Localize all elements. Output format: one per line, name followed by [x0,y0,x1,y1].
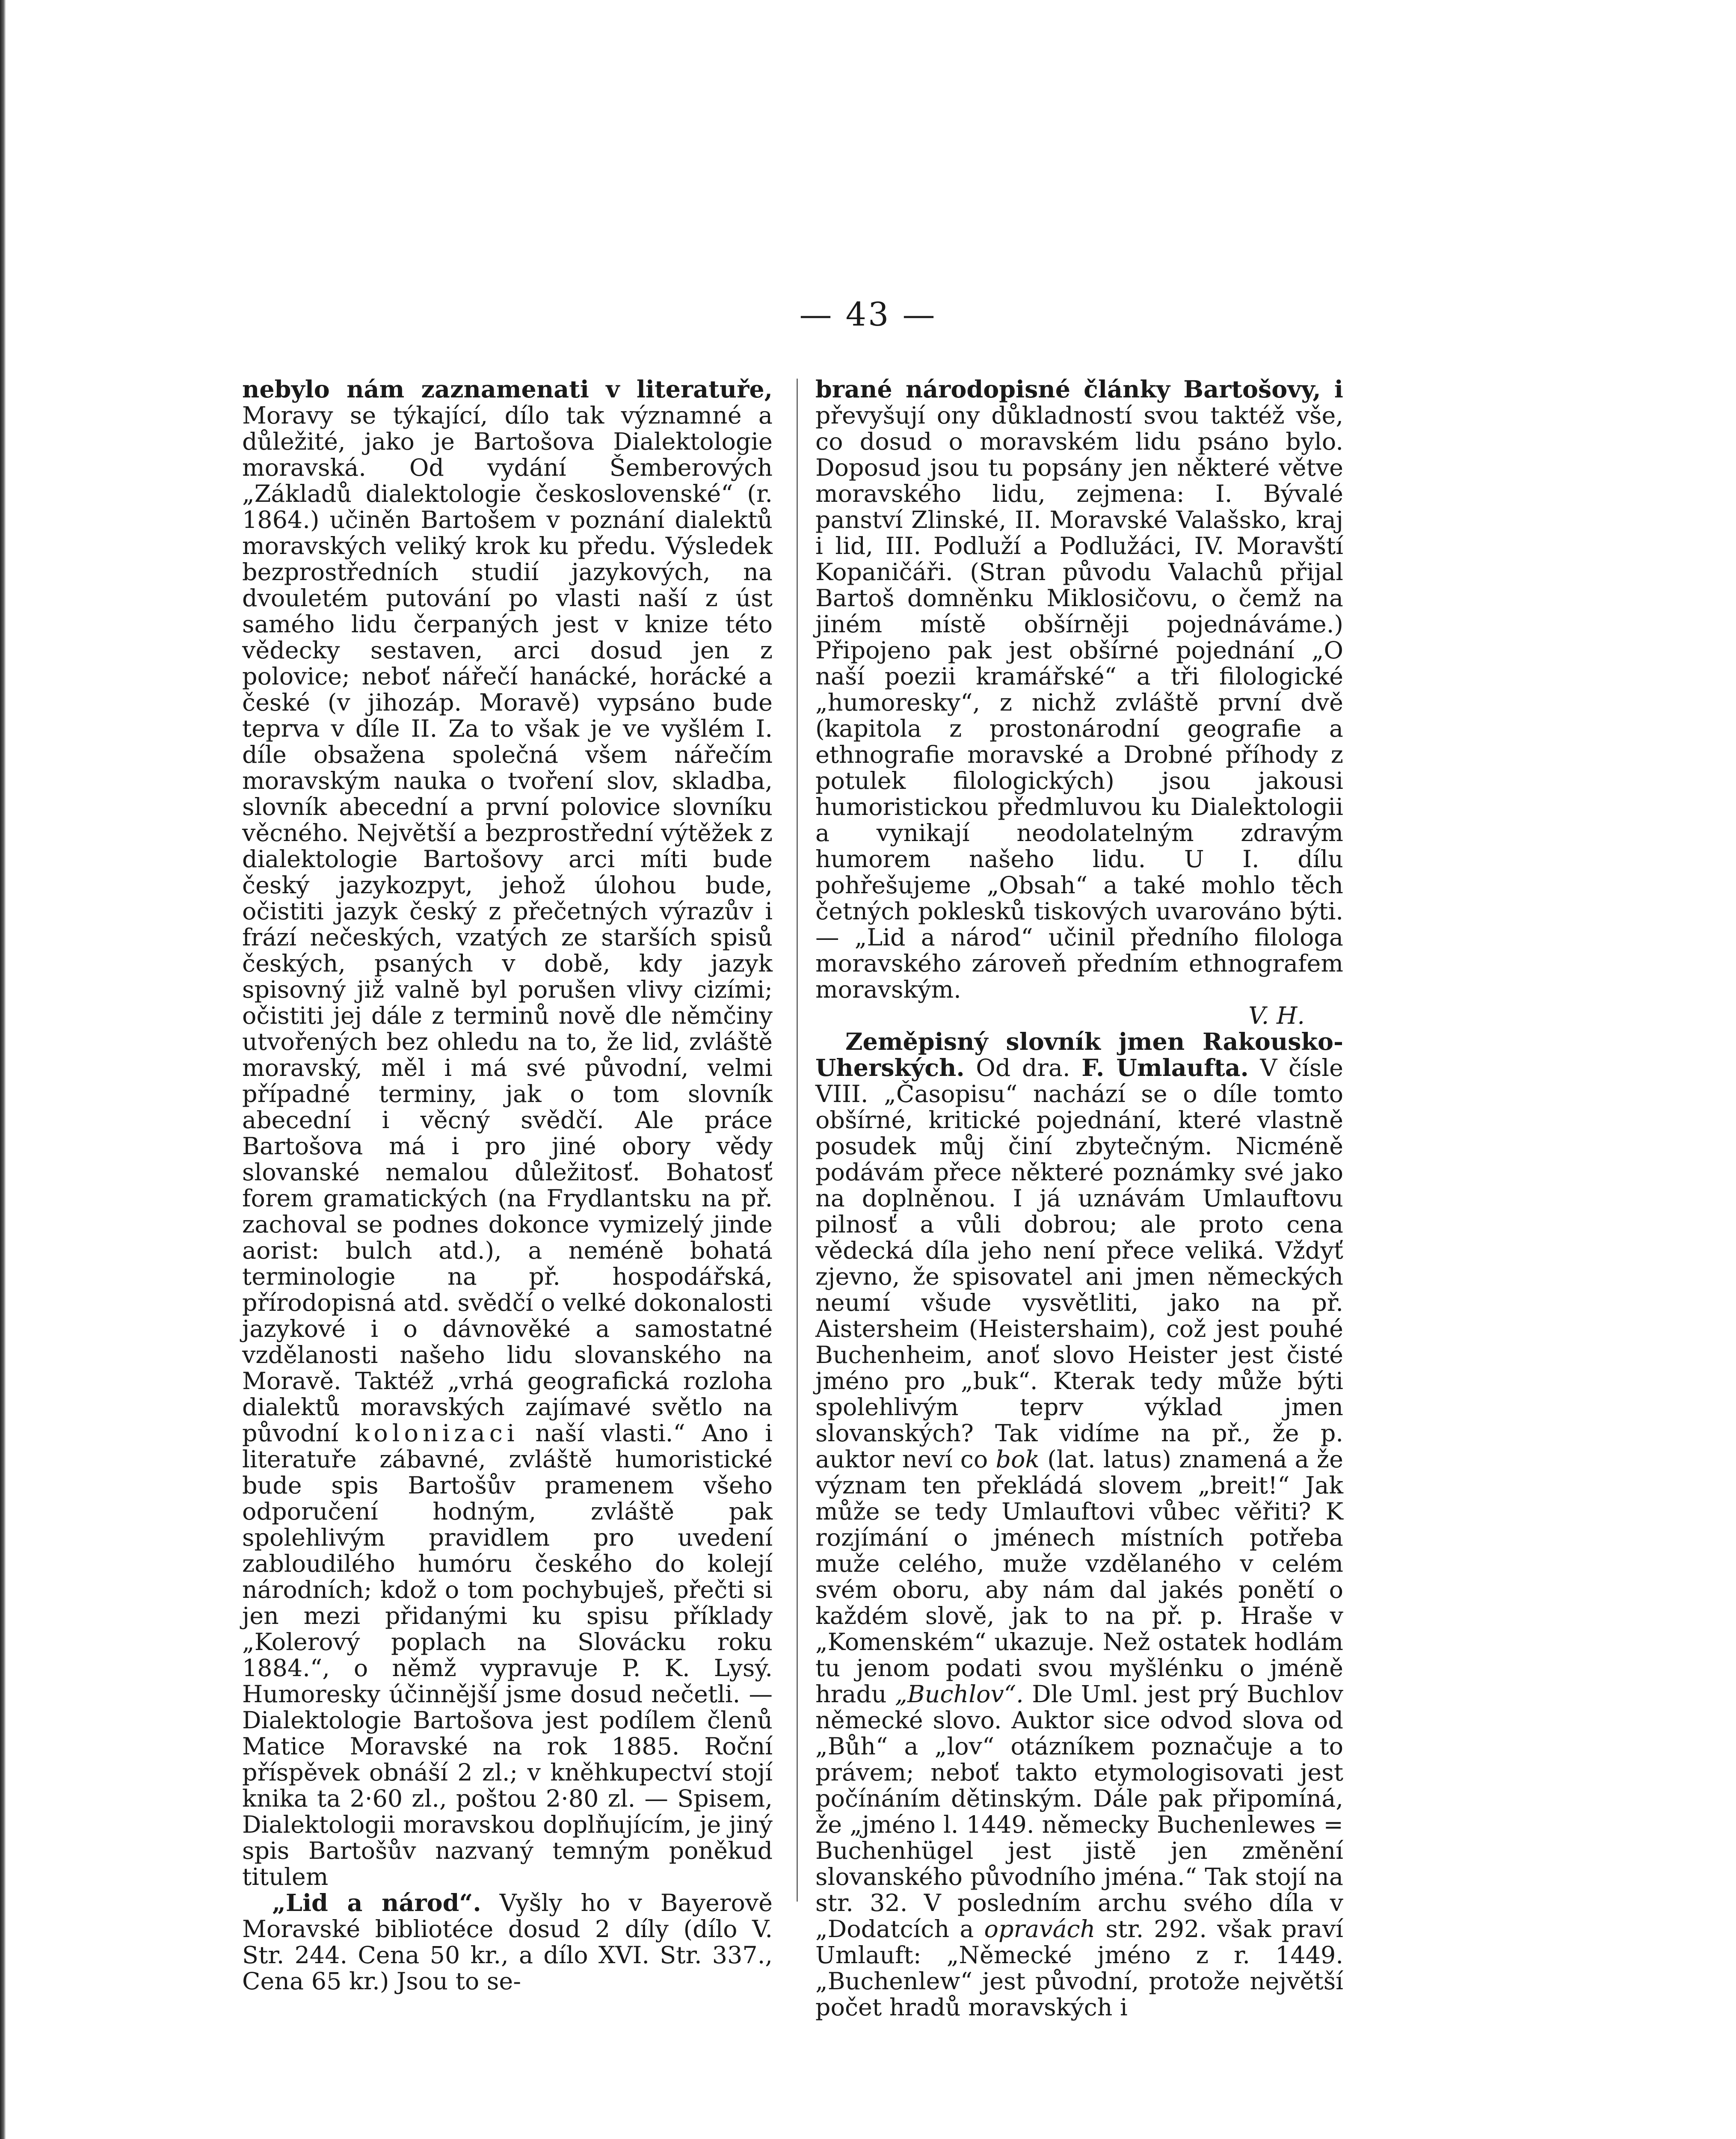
right-p1-text: převyšují ony důkladností svou taktéž vše, co dosud o moravském lidu psáno bylo. Doposud jsou tu popsány jen některé větve moravského lidu, zejmena: I. Bývalé panství Zlinské, II. Moravské Valašsko, kraj i lid, III. Podluží a Podlužáci, IV. Moravští Kopaničáři. (Stran původu Valachů přijal Bartoš domněnku Miklosičovu, o čemž na jiném místě obšírněji pojednáváme.) Připojeno pak jest obšírné pojednání „O naší poezii kramářské“ a tři filologické „humoresky“, z nichž zvláště první dvě (kapitola z prostonárodní geografie a ethnografie moravské a Drobné příhody z potulek filologických) jsou jakousi humoristickou předmluvou ku Dialektologii a vynikají neodolatelným zdravým humorem našeho lidu. U I. dílu pohřešujeme „Obsah“ a také mohlo těch četných poklesků tiskových uvarováno býti. — „Lid a národ“ učinil předního filologa moravského zároveň předním ethnografem moravským. [815,402,1343,1004]
review-body-b: (lat. latus) znamená a že význam ten překládá slovem „breit!“ Jak může se tedy Umlauftovi vůbec věřiti? K rozjímání o jménech místních potřeba muže celého, muže vzdělaného v celém svém oboru, aby nám dal jakés ponětí o každém slově, jak to na př. p. Hraše v „Komenském“ ukazuje. Než ostatek hodlám tu jenom podati svou myšlénku o jméně hradu [815,1446,1343,1708]
left-paragraph-2 [242,1890,773,1994]
review-italic-opravach: opravách [984,1915,1096,1943]
left-p1-text: Moravy se týkající, dílo tak významné a důležité, jako je Bartošova Dialektologie moravská. Od vydání Šemberových „Základů dialektologie československé“ (r. 1864.) učiněn Bartošem v poznání dialektů moravských veliký krok ku předu. Výsledek bezprostředních studií jazykových, na dvouletém putování po vlasti naší z úst samého lidu čerpaných jest v knize této vědecky sestaven, arci dosud jen z polovice; neboť nářečí hanácké, horácké a české (v jihozáp. Moravě) vypsáno bude teprva v díle II. Za to však je ve vyšlém I. díle obsažena společná všem nářečím moravským nauka o tvoření slov, skladba, slovník abecední a první polovice slovníku věcného. Největší a bezprostřední výtěžek z dialektologie Bartošovy arci míti bude český jazykozpyt, jehož úlohou bude, očistiti jazyk český z přečetných výrazův i frází nečeských, vzatých ze starších spisů českých, psaných v době, kdy jazyk spisovný již valně byl porušen vlivy cizími; očistiti jej dále z terminů nově dle němčiny utvořených bez ohledu na to, že lid, zvláště moravský, měl i má své původní, velmi případné terminy, jak o tom slovník abecední i věcný svědčí. Ale práce Bartošova má i pro jiné obory vědy slovanské nemalou důležitosť. Bohatosť forem gramatických (na Frydlantsku na př. zachoval se podnes dokonce vymizelý jinde aorist: bulch atd.), a neméně bohatá terminologie na př. hospodářská, přírodopisná atd. svědčí o velké dokonalosti jazykové i o dávnověké a samostatné vzdělanosti našeho lidu slovanského na Moravě. Taktéž „vrhá geografická rozloha dialektů moravských zajímavé světlo na [242,402,773,1421]
review-italic-buchlov: „Buchlov“. [895,1680,1024,1708]
review-body-c: Dle Uml. jest prý Buchlov německé slovo. Auktor sice odvod slova od „Bůh“ a „lov“ otázníkem poznačuje a to právem; neboť takto etymologisovati jest počínáním dětinským. Dále pak připomíná, že „jméno l. 1449. německy Buchenlewes = Buchenhügel jest jistě jen změnění slovanského původního jména.“ Tak stojí na str. 32. V posledním archu svého díla v „Dodatcích a [815,1680,1343,1943]
review-body-d: str. 292. však praví Umlauft: „Německé jméno z r. 1449. „Buchenlew“ jest původní, protože největší počet hradů moravských i [815,1915,1343,2021]
page-number: — 43 — [799,295,937,333]
review-from: Od dra. [976,1054,1070,1082]
right-column [815,376,1343,2020]
left-p1-spaced-word: kolonizaci [355,1419,519,1447]
review-author: F. Umlaufta. [1081,1054,1249,1082]
right-paragraph-2 [815,1029,1343,2020]
left-paragraph-1 [242,376,773,1890]
right-paragraph-1 [815,376,1343,1003]
left-p1-spaced-lead: původní [242,1419,339,1447]
left-column [242,376,773,1994]
left-lead-bold: nebylo nám zaznamenati v literatuře, [242,376,773,403]
column-divider [797,379,798,1902]
review-italic-bok: bok [995,1446,1040,1473]
left-p1-tail: naší vlasti.“ Ano i literatuře zábavné, zvláště humoristické bude spis Bartošův pramenem všeho odporučení hodným, zvláště pak spolehlivým pravidlem pro uvedení zabloudilého humóru českého do kolejí národních; kdož o tom pochybuješ, přečti si jen mezi přidanými ku spisu příklady „Kolerový poplach na Slovácku roku 1884.“, o němž vypravuje P. K. Lysý. Humoresky účinnější jsme dosud nečetli. — Dialektologie Bartošova jest podílem členů Matice Moravské na rok 1885. Roční příspěvek obnáší 2 zl.; v kněhkupectví stojí knika ta 2·60 zl., poštou 2·80 zl. — Spisem, Dialektologii moravskou doplňujícím, je jiný spis Bartošův nazvaný temným poněkud titulem [242,1419,773,1891]
right-lead-bold: brané národopisné články Bartošovy, i [815,376,1343,403]
review-title: Zeměpisný slovník jmen Rakousko-Uherských. [815,1028,1343,1082]
left-p2-bold-title: „Lid a národ“. [272,1889,481,1917]
signature: V. H. [1248,1002,1305,1030]
left-p2-text: Vyšly ho v Bayerově Moravské bibliotéce dosud 2 díly (dílo V. Str. 244. Cena 50 kr., a dílo XVI. Str. 337., Cena 65 kr.) Jsou to se- [242,1889,773,1995]
review-body-a: V čísle VIII. „Časopisu“ nachází se o díle tomto obšírné, kritické pojednání, které vlastně posudek můj činí zbytečným. Nicméně podávám přece některé poznámky své jako na doplněnou. I já uznávám Umlauftovu pilnosť a vůli dobrou; ale proto cena vědecká díla jeho není přece veliká. Vždyť zjevno, že spisovatel ani jmen německých neumí všude vysvětliti, jako na př. Aistersheim (Heistershaim), což jest pouhé Buchenheim, anoť slovo Heister jest čisté jméno pro „buk“. Kterak tedy může býti spolehlivým teprv výklad jmen slovanských? Tak vidíme na př., že p. auktor neví co [815,1054,1343,1473]
